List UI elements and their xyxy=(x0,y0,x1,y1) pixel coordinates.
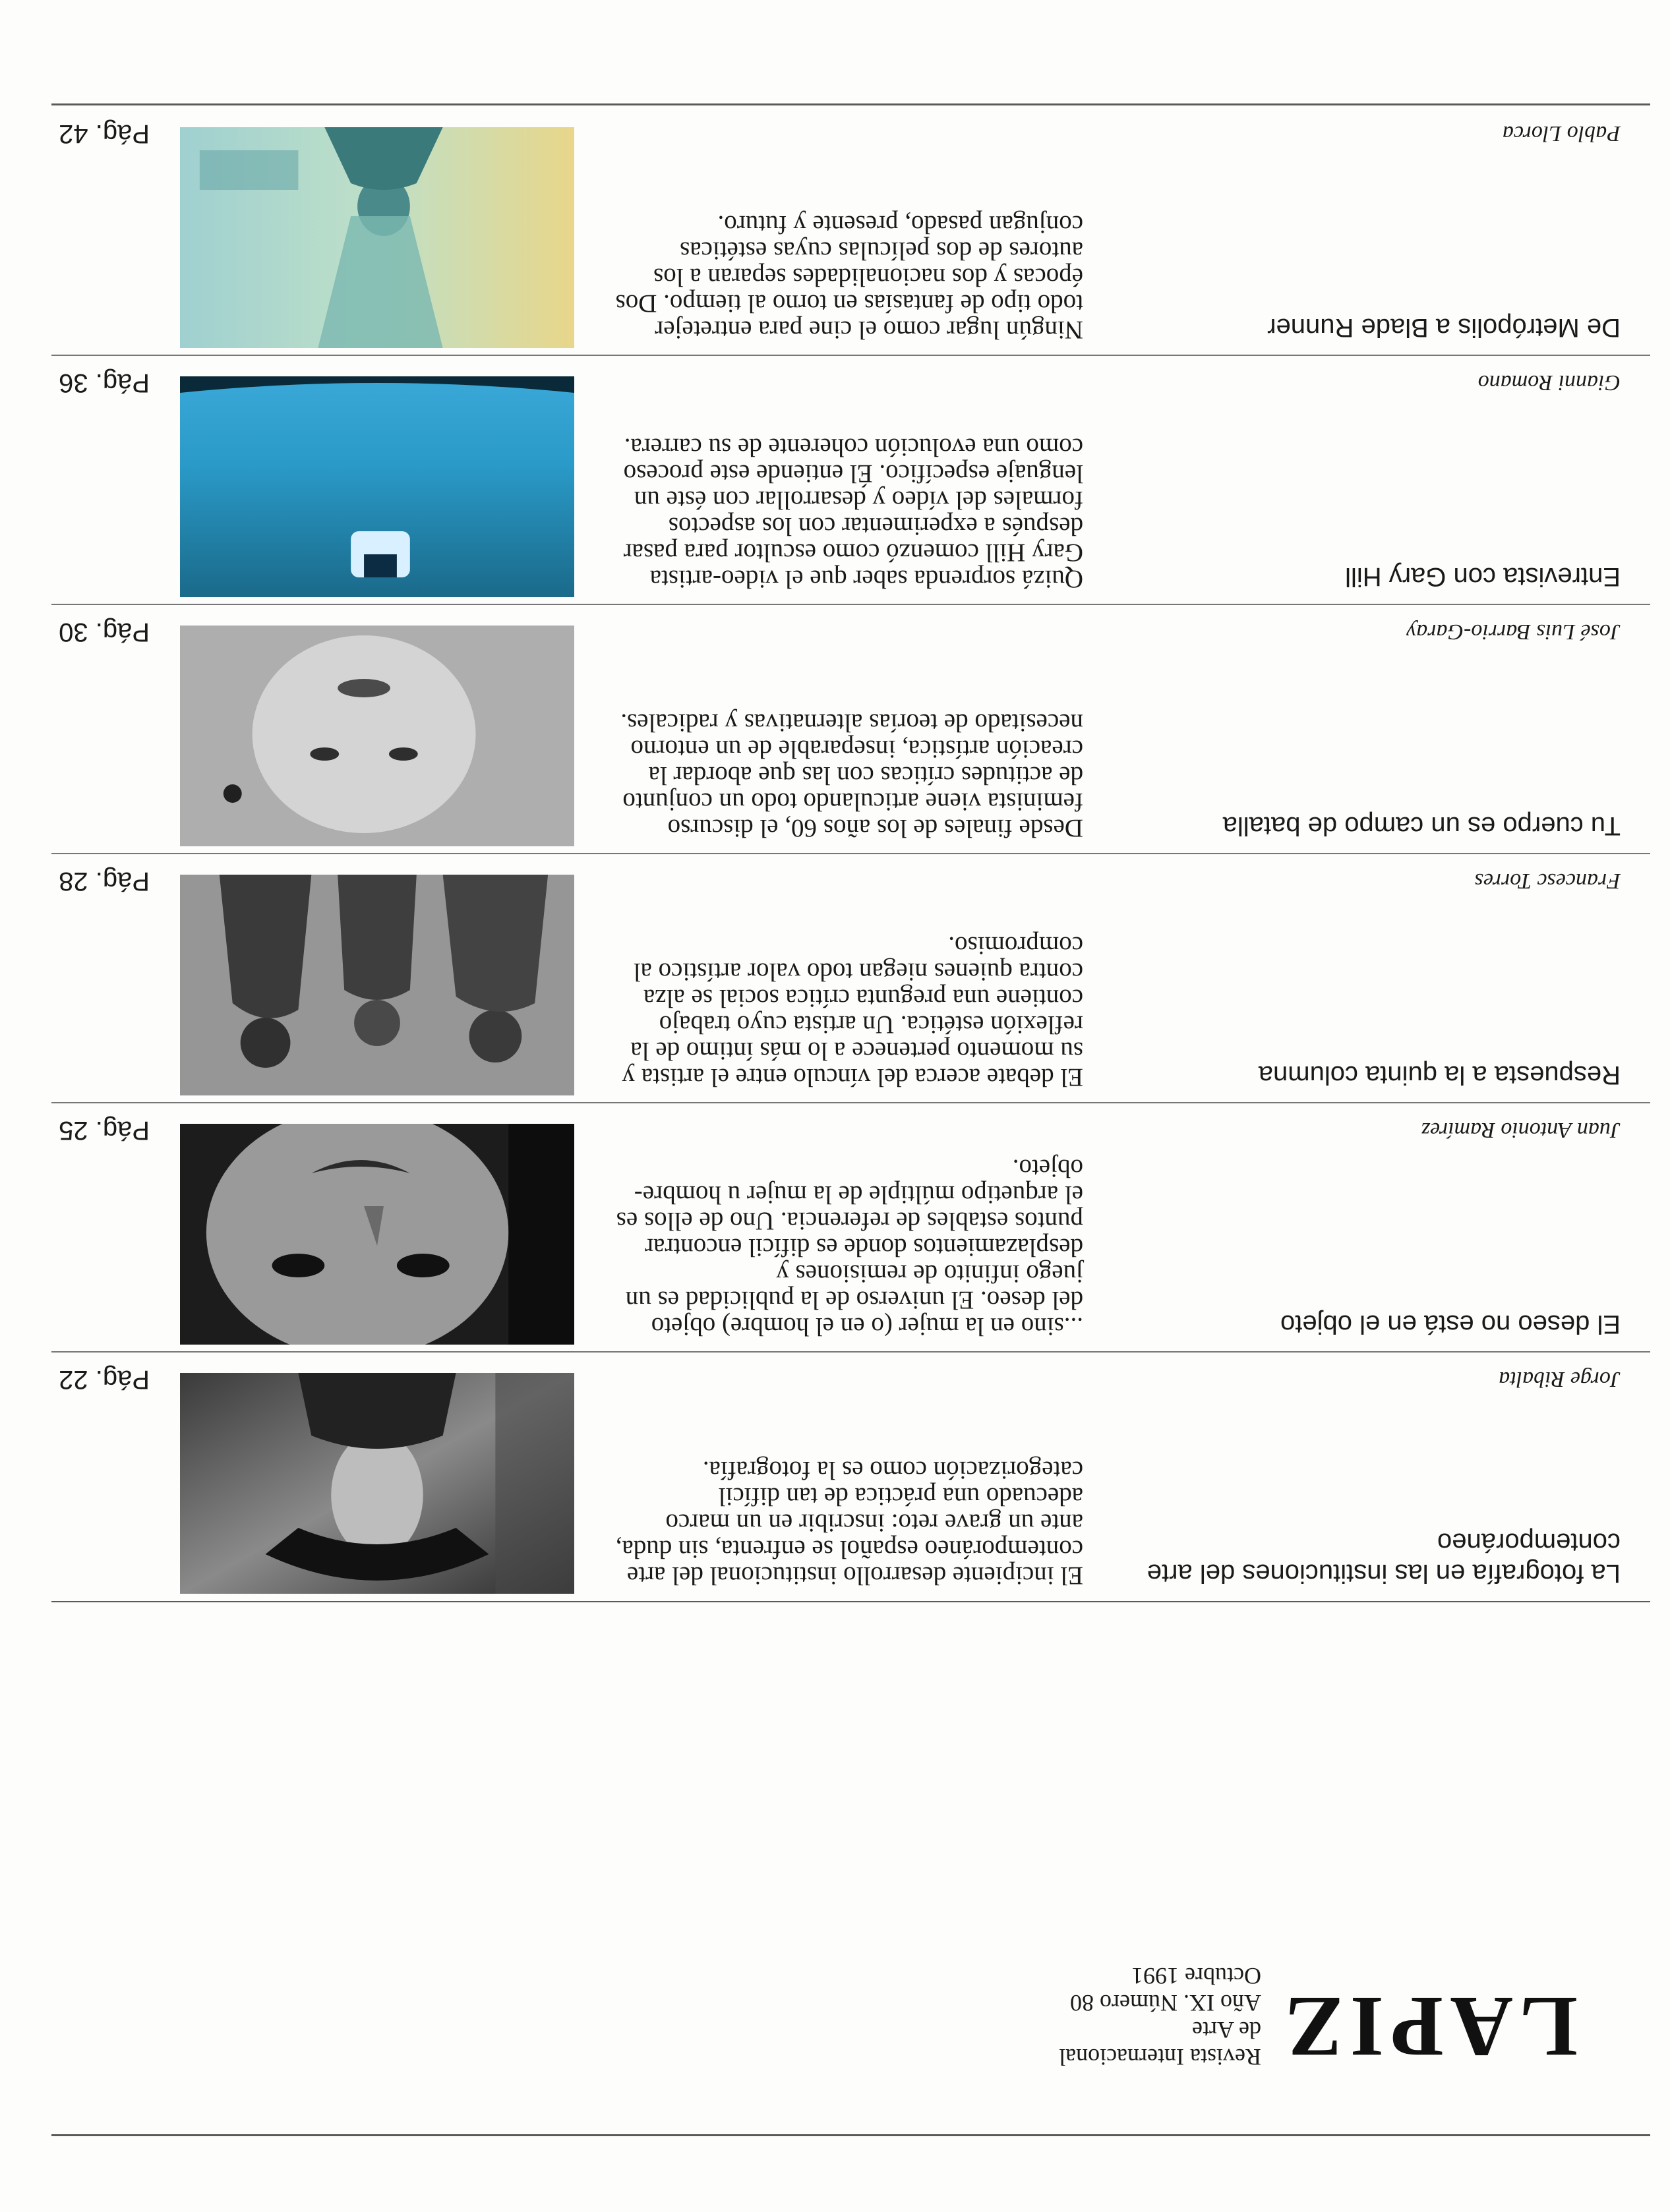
film-still-figure-icon xyxy=(180,127,574,348)
article-author: José Luis Barrio-Garay xyxy=(1406,620,1621,644)
entry-divider xyxy=(51,1102,1650,1103)
article-author: Juan Antonio Ramírez xyxy=(1421,1118,1621,1142)
article-summary: Ningún lugar como el cine para entretejer todo tipo de fantasías en torno al tiempo. Dos épocas y dos nacionalidades separan a los autores de dos películas cuyas estéticas conjugan pasado, presente y futuro. xyxy=(615,210,1083,344)
top-rule xyxy=(51,2134,1650,2136)
blue-video-still-icon xyxy=(180,376,574,597)
pubinfo-line-3: Año IX. Número 80 xyxy=(1070,1990,1261,2016)
masthead-rule xyxy=(51,1601,1650,1602)
article-title[interactable]: El deseo no está en el objeto xyxy=(1280,1310,1621,1339)
contents-entry[interactable] xyxy=(51,604,1650,853)
article-author: Pablo Llorca xyxy=(1502,121,1621,146)
contents-entry[interactable] xyxy=(51,1102,1650,1351)
article-title[interactable]: Entrevista con Gary Hill xyxy=(1345,562,1621,591)
pubinfo-line-1: Revista Internacional xyxy=(1059,2044,1261,2070)
article-summary: Desde finales de los años 60, el discurso feminista viene articulando todo un conjunto de actitudes críticas con las que abordar la creación artística, inseparable de un entorno necesitado de teorías alternativas y radicales. xyxy=(620,709,1083,842)
entry-divider xyxy=(51,1351,1650,1353)
contents-entry[interactable] xyxy=(51,853,1650,1102)
contents-entry[interactable] xyxy=(51,105,1650,355)
bottom-rule xyxy=(51,103,1650,105)
page-number[interactable]: Pág. 22 xyxy=(59,1365,150,1394)
article-summary: El incipiente desarrollo institucional del arte contemporáneo español se enfrenta, sin duda, ante un grave reto: inscribir en un marco adecuado una práctica de tan difícil categorización como es la fotografía. xyxy=(615,1456,1083,1590)
article-author: Gianni Romano xyxy=(1477,370,1621,395)
figures-group-photo-icon xyxy=(180,875,574,1095)
article-summary: Quizá sorprenda saber que el video-artista Gary Hill comenzó como escultor para pasar después a experimentar con los aspectos formales del vídeo y desarrollar con éste un lenguaje específico. Él entiende este proceso como una evolución coherente de su carrera. xyxy=(623,433,1083,593)
page-number[interactable]: Pág. 42 xyxy=(59,119,150,148)
page-number[interactable]: Pág. 25 xyxy=(59,1116,150,1145)
entry-divider xyxy=(51,355,1650,356)
contents-entry[interactable] xyxy=(51,355,1650,604)
article-title[interactable]: La fotografía en las instituciones del arte contemporáneo xyxy=(1147,1528,1621,1588)
pubinfo-line-2: de Arte xyxy=(1192,2017,1261,2043)
publication-info xyxy=(866,1962,1261,2070)
article-summary: ...sino en la mujer (o en el hombre) objeto del deseo. El universo de la publicidad es un juego infinito de remisiones y desplazamientos donde es difícil encontrar puntos estables de referencia. Uno de ellos es el arquetipo múltiple de la mujer u hombre-objeto. xyxy=(616,1154,1083,1341)
magazine-logo: LAPIZ xyxy=(1278,1979,1578,2076)
face-collage-photo-icon xyxy=(180,626,574,846)
entry-divider xyxy=(51,604,1650,605)
page-number[interactable]: Pág. 30 xyxy=(59,618,150,647)
pubinfo-line-4: Octubre 1991 xyxy=(1131,1963,1261,1989)
contents-entry[interactable] xyxy=(51,1351,1650,1600)
entry-divider xyxy=(51,853,1650,854)
woman-face-closeup-photo-icon xyxy=(180,1124,574,1345)
page-number[interactable]: Pág. 28 xyxy=(59,867,150,896)
article-title[interactable]: Respuesta a la quinta columna xyxy=(1258,1061,1621,1090)
article-author: Francesc Torres xyxy=(1474,869,1621,893)
article-summary: El debate acerca del vínculo entre el artista y su momento pertenece a lo más íntimo de la reflexión estética. Un artista cuyo trabajo contiene una pregunta crítica social se alza contra quienes niegan todo valor artístico al compromiso. xyxy=(622,931,1083,1091)
page-number[interactable]: Pág. 36 xyxy=(59,368,150,397)
masthead xyxy=(787,1938,1578,2076)
article-author: Jorge Ribalta xyxy=(1499,1367,1621,1391)
article-title[interactable]: Tu cuerpo es un campo de batalla xyxy=(1222,811,1621,840)
article-title[interactable]: De Metrópolis a Blade Runner xyxy=(1267,313,1621,342)
woman-with-hat-photo-icon xyxy=(180,1373,574,1594)
